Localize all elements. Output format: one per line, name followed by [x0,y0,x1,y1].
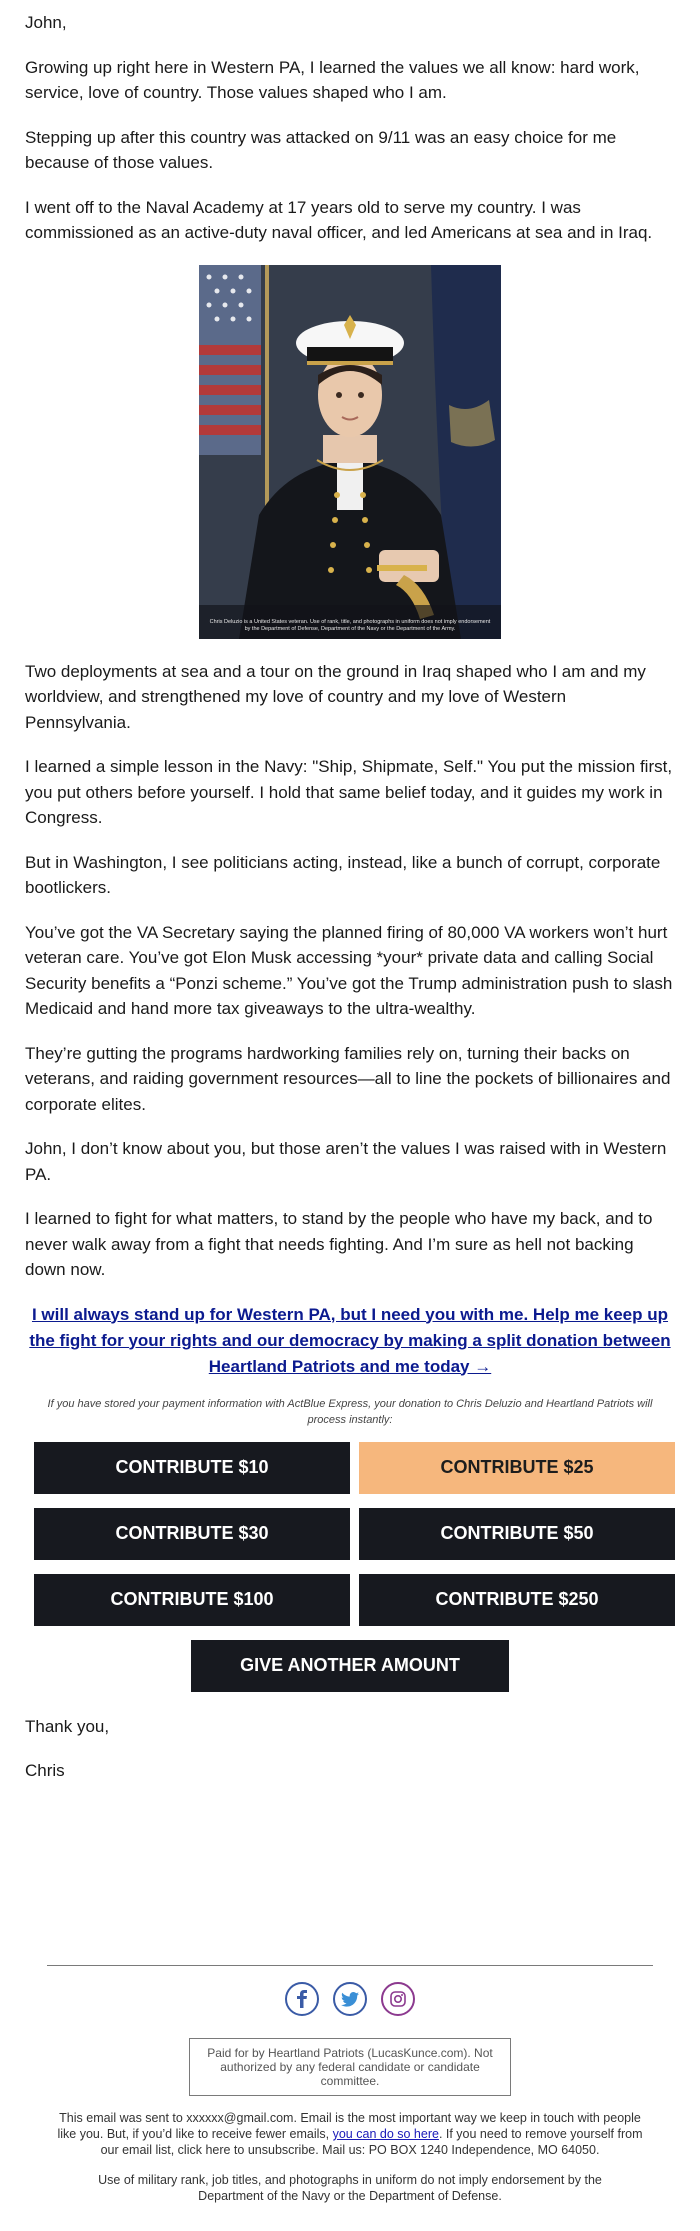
paragraph: Two deployments at sea and a tour on the ground in Iraq shaped who I am and my worldview, and strengthened my love of country and my love of Western Pennsylvania. [25,661,646,732]
split-donation-link[interactable]: I will always stand up for Western PA, but I need you with me. Help me keep up the fight for your rights and our democracy by making a split donation between Heartland Patriots and me today → [29,1304,671,1376]
email-footer [0,1965,700,2204]
recipient-email: xxxxxx@gmail.com [186,2111,294,2125]
contribute-30-button[interactable]: CONTRIBUTE $30 [34,1508,350,1560]
contribute-25-button[interactable]: CONTRIBUTE $25 [359,1442,675,1494]
give-another-amount-button[interactable]: GIVE ANOTHER AMOUNT [191,1640,509,1692]
contribute-button-grid [0,1442,700,1626]
email-view [0,10,700,2231]
contribute-50-button[interactable]: CONTRIBUTE $50 [359,1508,675,1560]
military-disclaimer: Use of military rank, job titles, and photographs in uniform do not imply endorsement by the Department of the Navy or the Department of Defense. [98,2173,602,2203]
twitter-icon[interactable] [333,1982,367,2016]
facebook-icon[interactable] [285,1982,319,2016]
greeting: John, [25,13,67,32]
paragraph: They’re gutting the programs hardworking families rely on, turning their backs on veterans, and raiding government resources—all to line the pockets of billionaires and corporate elites. [25,1043,671,1114]
paragraph: I went off to the Naval Academy at 17 years old to serve my country. I was commissioned as an active-duty naval officer, and led Americans at sea and in Iraq. [25,197,653,242]
paragraph: John, I don’t know about you, but those aren’t the values I was raised with in Western PA. [25,1139,667,1184]
instagram-icon[interactable] [381,1982,415,2016]
sent-to-prefix: This email was sent to [59,2111,187,2125]
signature: Chris [25,1760,65,1780]
paid-for-disclaimer: Paid for by Heartland Patriots (LucasKunce.com). Not authorized by any federal candidate or candidate committee. [189,2038,511,2096]
email-body [0,10,700,246]
paragraph: I learned a simple lesson in the Navy: "Ship, Shipmate, Self." You put the mission first, you put others before yourself. I hold that same belief today, and it guides my work in Congress. [25,757,673,827]
paragraph: I learned to fight for what matters, to stand by the people who have my back, and to never walk away from a fight that needs fighting. And I’m sure as hell not backing down now. [25,1209,653,1279]
footer-subscription-text [0,2110,700,2158]
signoff: Thank you, [25,1716,110,1736]
email-body-continued [0,659,700,1283]
sent-to-middle: . Email is the most important way we keep in touch with people like you. But, if you’d like to receive fewer emails, [57,2111,641,2141]
contribute-250-button[interactable]: CONTRIBUTE $250 [359,1574,675,1626]
photo-caption: Chris Deluzio is a United States veteran. Use of rank, title, and photographs in uniform does not imply endorsement by the Department of Defense, Department of the Navy or the Department of the Army. [209,618,491,632]
contribute-100-button[interactable]: CONTRIBUTE $100 [34,1574,350,1626]
social-links [0,1982,700,2016]
navy-portrait-photo [199,265,501,639]
paragraph: Growing up right here in Western PA, I learned the values we all know: hard work, service, love of country. Those values shaped who I am. [25,57,640,102]
actblue-express-note: If you have stored your payment information with ActBlue Express, your donation to Chris Deluzio and Heartland Patriots will process instantly: [47,1397,653,1426]
email-closing [0,1714,700,1783]
contribute-10-button[interactable]: CONTRIBUTE $10 [34,1442,350,1494]
footer-divider [47,1965,653,1966]
sent-to-suffix: . If you need to remove yourself from our email list, click here to unsubscribe. Mail us: PO BOX 1240 Independence, MO 64050. [100,2127,643,2157]
donation-cta [0,1302,700,1380]
portrait-illustration [199,265,501,639]
fewer-emails-link[interactable]: you can do so here [332,2127,439,2141]
paragraph: Stepping up after this country was attacked on 9/11 was an easy choice for me because of those values. [25,127,617,172]
paragraph: But in Washington, I see politicians acting, instead, like a bunch of corrupt, corporate bootlickers. [25,852,661,897]
paragraph: You’ve got the VA Secretary saying the planned firing of 80,000 VA workers won’t hurt veteran care. You’ve got Elon Musk accessing *your* private data and calling Social Security benefits a “Ponzi scheme.” You’ve got the Trump administration push to slash Medicaid and hand more tax giveaways to the ultra-wealthy. [25,922,673,1018]
